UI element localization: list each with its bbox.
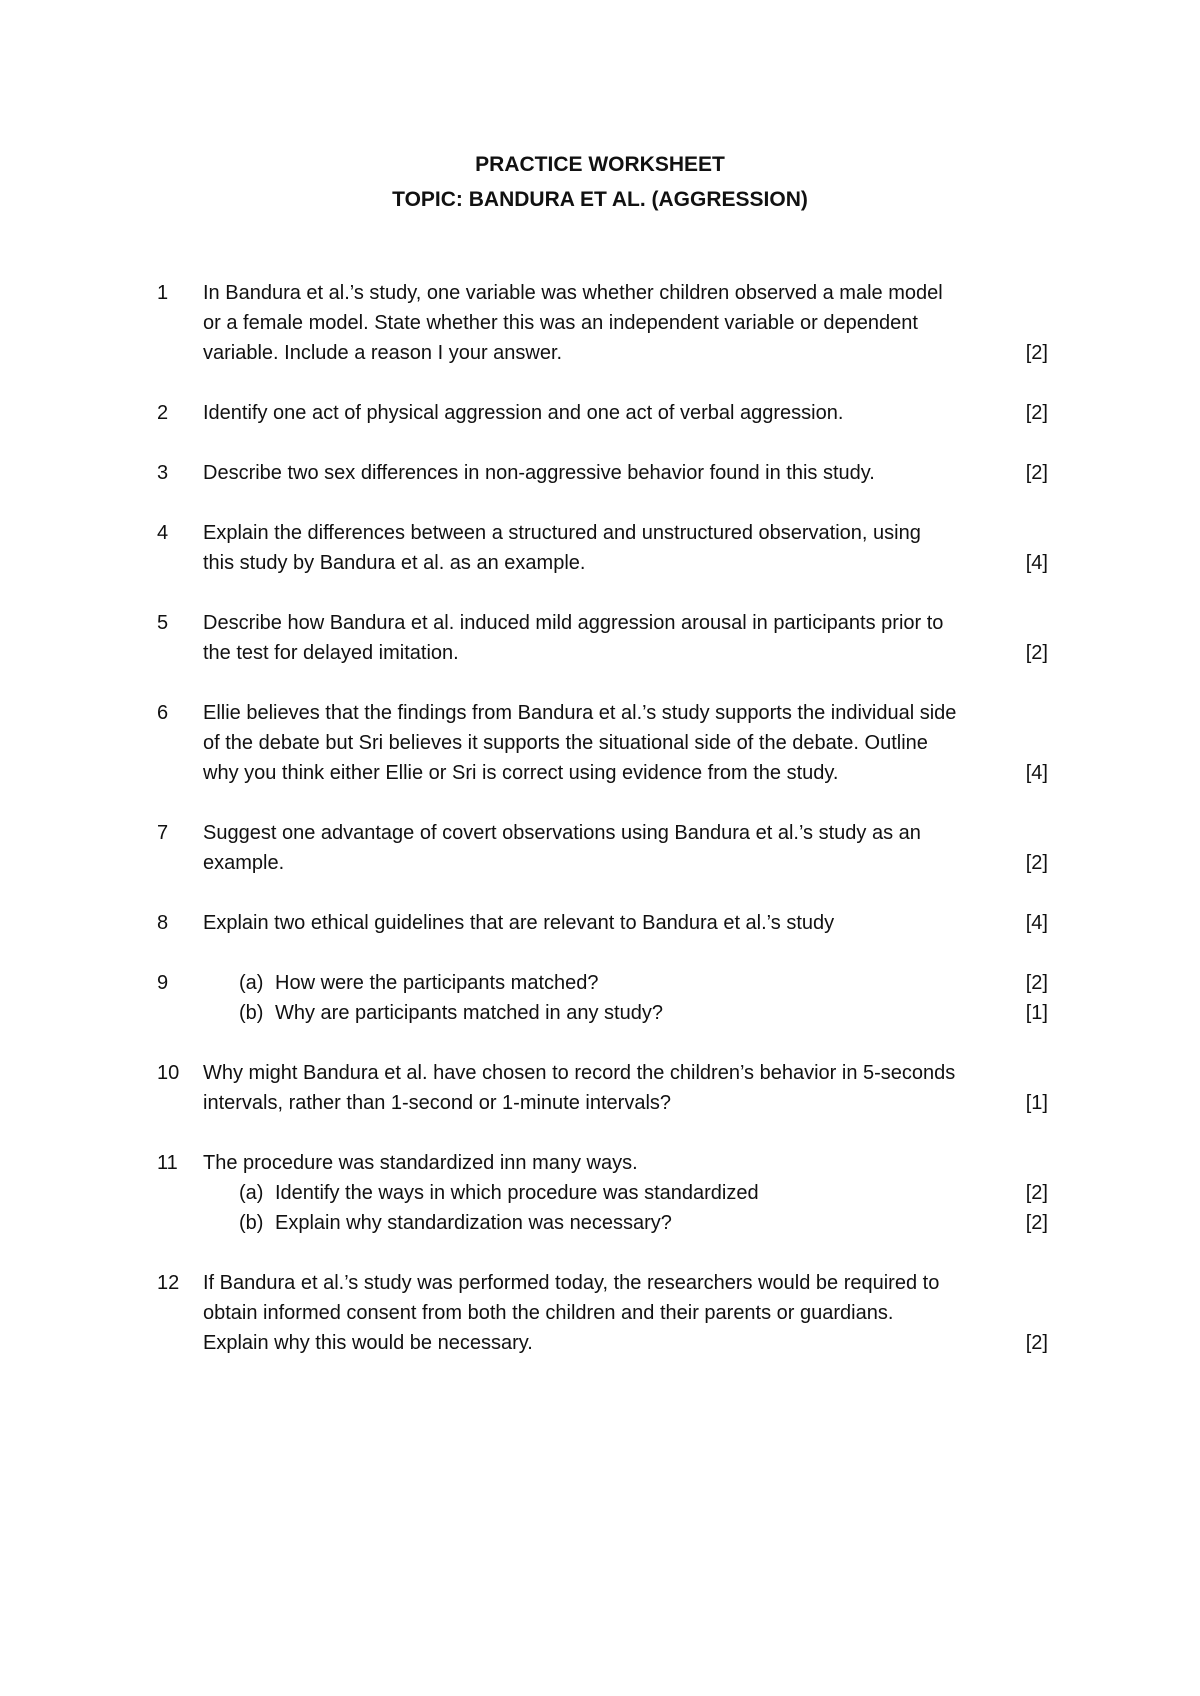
question-text: Why might Bandura et al. have chosen to record the children’s behavior in 5-seconds <box>203 1062 956 1084</box>
question-text: Describe how Bandura et al. induced mild aggression arousal in participants prior to <box>203 612 944 634</box>
question-marks: [1] <box>1025 1092 1048 1114</box>
question-number: 9 <box>157 972 169 994</box>
question-body <box>203 908 1048 938</box>
question-text: this study by Bandura et al. as an example. <box>203 552 586 574</box>
question-text: or a female model. State whether this was an independent variable or dependent <box>203 312 918 334</box>
question-marks: [2] <box>1025 852 1048 874</box>
question-item <box>157 968 1050 1028</box>
question-marks: [2] <box>1025 462 1048 484</box>
question-text-line <box>203 308 1003 338</box>
question-text-line <box>203 1268 1003 1298</box>
question-body <box>203 458 1048 488</box>
question-text-line <box>203 1148 1003 1178</box>
question-text: variable. Include a reason I your answer. <box>203 342 563 364</box>
question-item <box>157 458 1050 488</box>
question-number: 6 <box>157 702 169 724</box>
question-text-line <box>203 848 1048 878</box>
question-text: why you think either Ellie or Sri is correct using evidence from the study. <box>203 762 839 784</box>
question-text-line <box>203 398 1048 428</box>
subpart-marks: [2] <box>1025 1212 1048 1234</box>
subpart-marks: [2] <box>1025 1182 1048 1204</box>
subpart-label: (b) <box>239 1002 264 1024</box>
question-number: 8 <box>157 912 169 934</box>
question-item <box>157 608 1050 668</box>
question-text: obtain informed consent from both the children and their parents or guardians. <box>203 1302 894 1324</box>
question-number: 2 <box>157 402 169 424</box>
question-text: example. <box>203 852 285 874</box>
subpart-text: How were the participants matched? <box>275 972 599 994</box>
worksheet-topic: TOPIC: BANDURA ET AL. (AGGRESSION) <box>392 188 808 211</box>
question-body <box>203 818 1048 878</box>
question-text: Explain two ethical guidelines that are relevant to Bandura et al.’s study <box>203 912 835 934</box>
question-number: 10 <box>157 1062 180 1084</box>
question-text-line <box>203 818 1003 848</box>
question-text: Describe two sex differences in non-aggressive behavior found in this study. <box>203 462 875 484</box>
question-text: In Bandura et al.’s study, one variable was whether children observed a male model <box>203 282 943 304</box>
question-marks: [2] <box>1025 642 1048 664</box>
question-item <box>157 908 1050 938</box>
question-body <box>203 1148 1048 1238</box>
question-body <box>203 518 1048 578</box>
question-item <box>157 818 1050 878</box>
question-number: 12 <box>157 1272 180 1294</box>
question-number: 11 <box>157 1152 178 1174</box>
question-marks: [2] <box>1025 402 1048 424</box>
question-text: the test for delayed imitation. <box>203 642 459 664</box>
question-text-line <box>203 1298 1003 1328</box>
question-body <box>203 608 1048 668</box>
subpart-line <box>203 968 1048 998</box>
question-item <box>157 1148 1050 1238</box>
question-text-line <box>203 338 1048 368</box>
subpart-marks: [2] <box>1025 972 1048 994</box>
question-item <box>157 398 1050 428</box>
question-marks: [2] <box>1025 1332 1048 1354</box>
question-item <box>157 518 1050 578</box>
question-number: 3 <box>157 462 169 484</box>
question-text-line <box>203 278 1003 308</box>
question-body <box>203 278 1048 368</box>
question-text-line <box>203 1328 1048 1358</box>
subpart-text: Why are participants matched in any study? <box>275 1002 663 1024</box>
question-marks: [2] <box>1025 342 1048 364</box>
question-marks: [4] <box>1025 912 1048 934</box>
subpart-text: Identify the ways in which procedure was standardized <box>275 1182 759 1204</box>
question-item <box>157 278 1050 368</box>
subpart-line <box>203 998 1048 1028</box>
question-number: 1 <box>157 282 169 304</box>
subpart-text: Explain why standardization was necessary? <box>275 1212 672 1234</box>
subpart-line <box>203 1208 1048 1238</box>
question-text-line <box>203 908 1048 938</box>
question-body <box>203 1058 1048 1118</box>
question-item <box>157 1058 1050 1118</box>
subpart-label: (b) <box>239 1212 264 1234</box>
subpart-label: (a) <box>239 972 264 994</box>
question-list <box>157 278 1050 1388</box>
question-text: The procedure was standardized inn many ways. <box>203 1152 638 1174</box>
question-text: Identify one act of physical aggression and one act of verbal aggression. <box>203 402 844 424</box>
question-marks: [4] <box>1025 552 1048 574</box>
question-text-line <box>203 608 1003 638</box>
question-text: Ellie believes that the findings from Bandura et al.’s study supports the individual side <box>203 702 957 724</box>
question-text-line <box>203 638 1048 668</box>
question-number: 5 <box>157 612 169 634</box>
question-marks: [4] <box>1025 762 1048 784</box>
question-number: 4 <box>157 522 169 544</box>
question-text: Explain why this would be necessary. <box>203 1332 533 1354</box>
question-text-line <box>203 458 1048 488</box>
subpart-line <box>203 1178 1048 1208</box>
question-body <box>203 698 1048 788</box>
subpart-marks: [1] <box>1025 1002 1048 1024</box>
question-item <box>157 698 1050 788</box>
question-text-line <box>203 698 1003 728</box>
question-text: intervals, rather than 1-second or 1-minute intervals? <box>203 1092 672 1114</box>
question-item <box>157 1268 1050 1358</box>
question-text-line <box>203 548 1048 578</box>
question-text-line <box>203 518 1003 548</box>
question-text: of the debate but Sri believes it supports the situational side of the debate. Outline <box>203 732 928 754</box>
question-text-line <box>203 1088 1048 1118</box>
question-text: Suggest one advantage of covert observations using Bandura et al.’s study as an <box>203 822 921 844</box>
question-text: If Bandura et al.’s study was performed today, the researchers would be required to <box>203 1272 940 1294</box>
question-text-line <box>203 728 1003 758</box>
question-body <box>203 968 1048 1028</box>
question-text-line <box>203 758 1048 788</box>
question-body <box>203 1268 1048 1358</box>
question-number: 7 <box>157 822 169 844</box>
question-body <box>203 398 1048 428</box>
worksheet-title: PRACTICE WORKSHEET <box>475 153 725 176</box>
question-text-line <box>203 1058 1003 1088</box>
question-text: Explain the differences between a structured and unstructured observation, using <box>203 522 921 544</box>
subpart-label: (a) <box>239 1182 264 1204</box>
